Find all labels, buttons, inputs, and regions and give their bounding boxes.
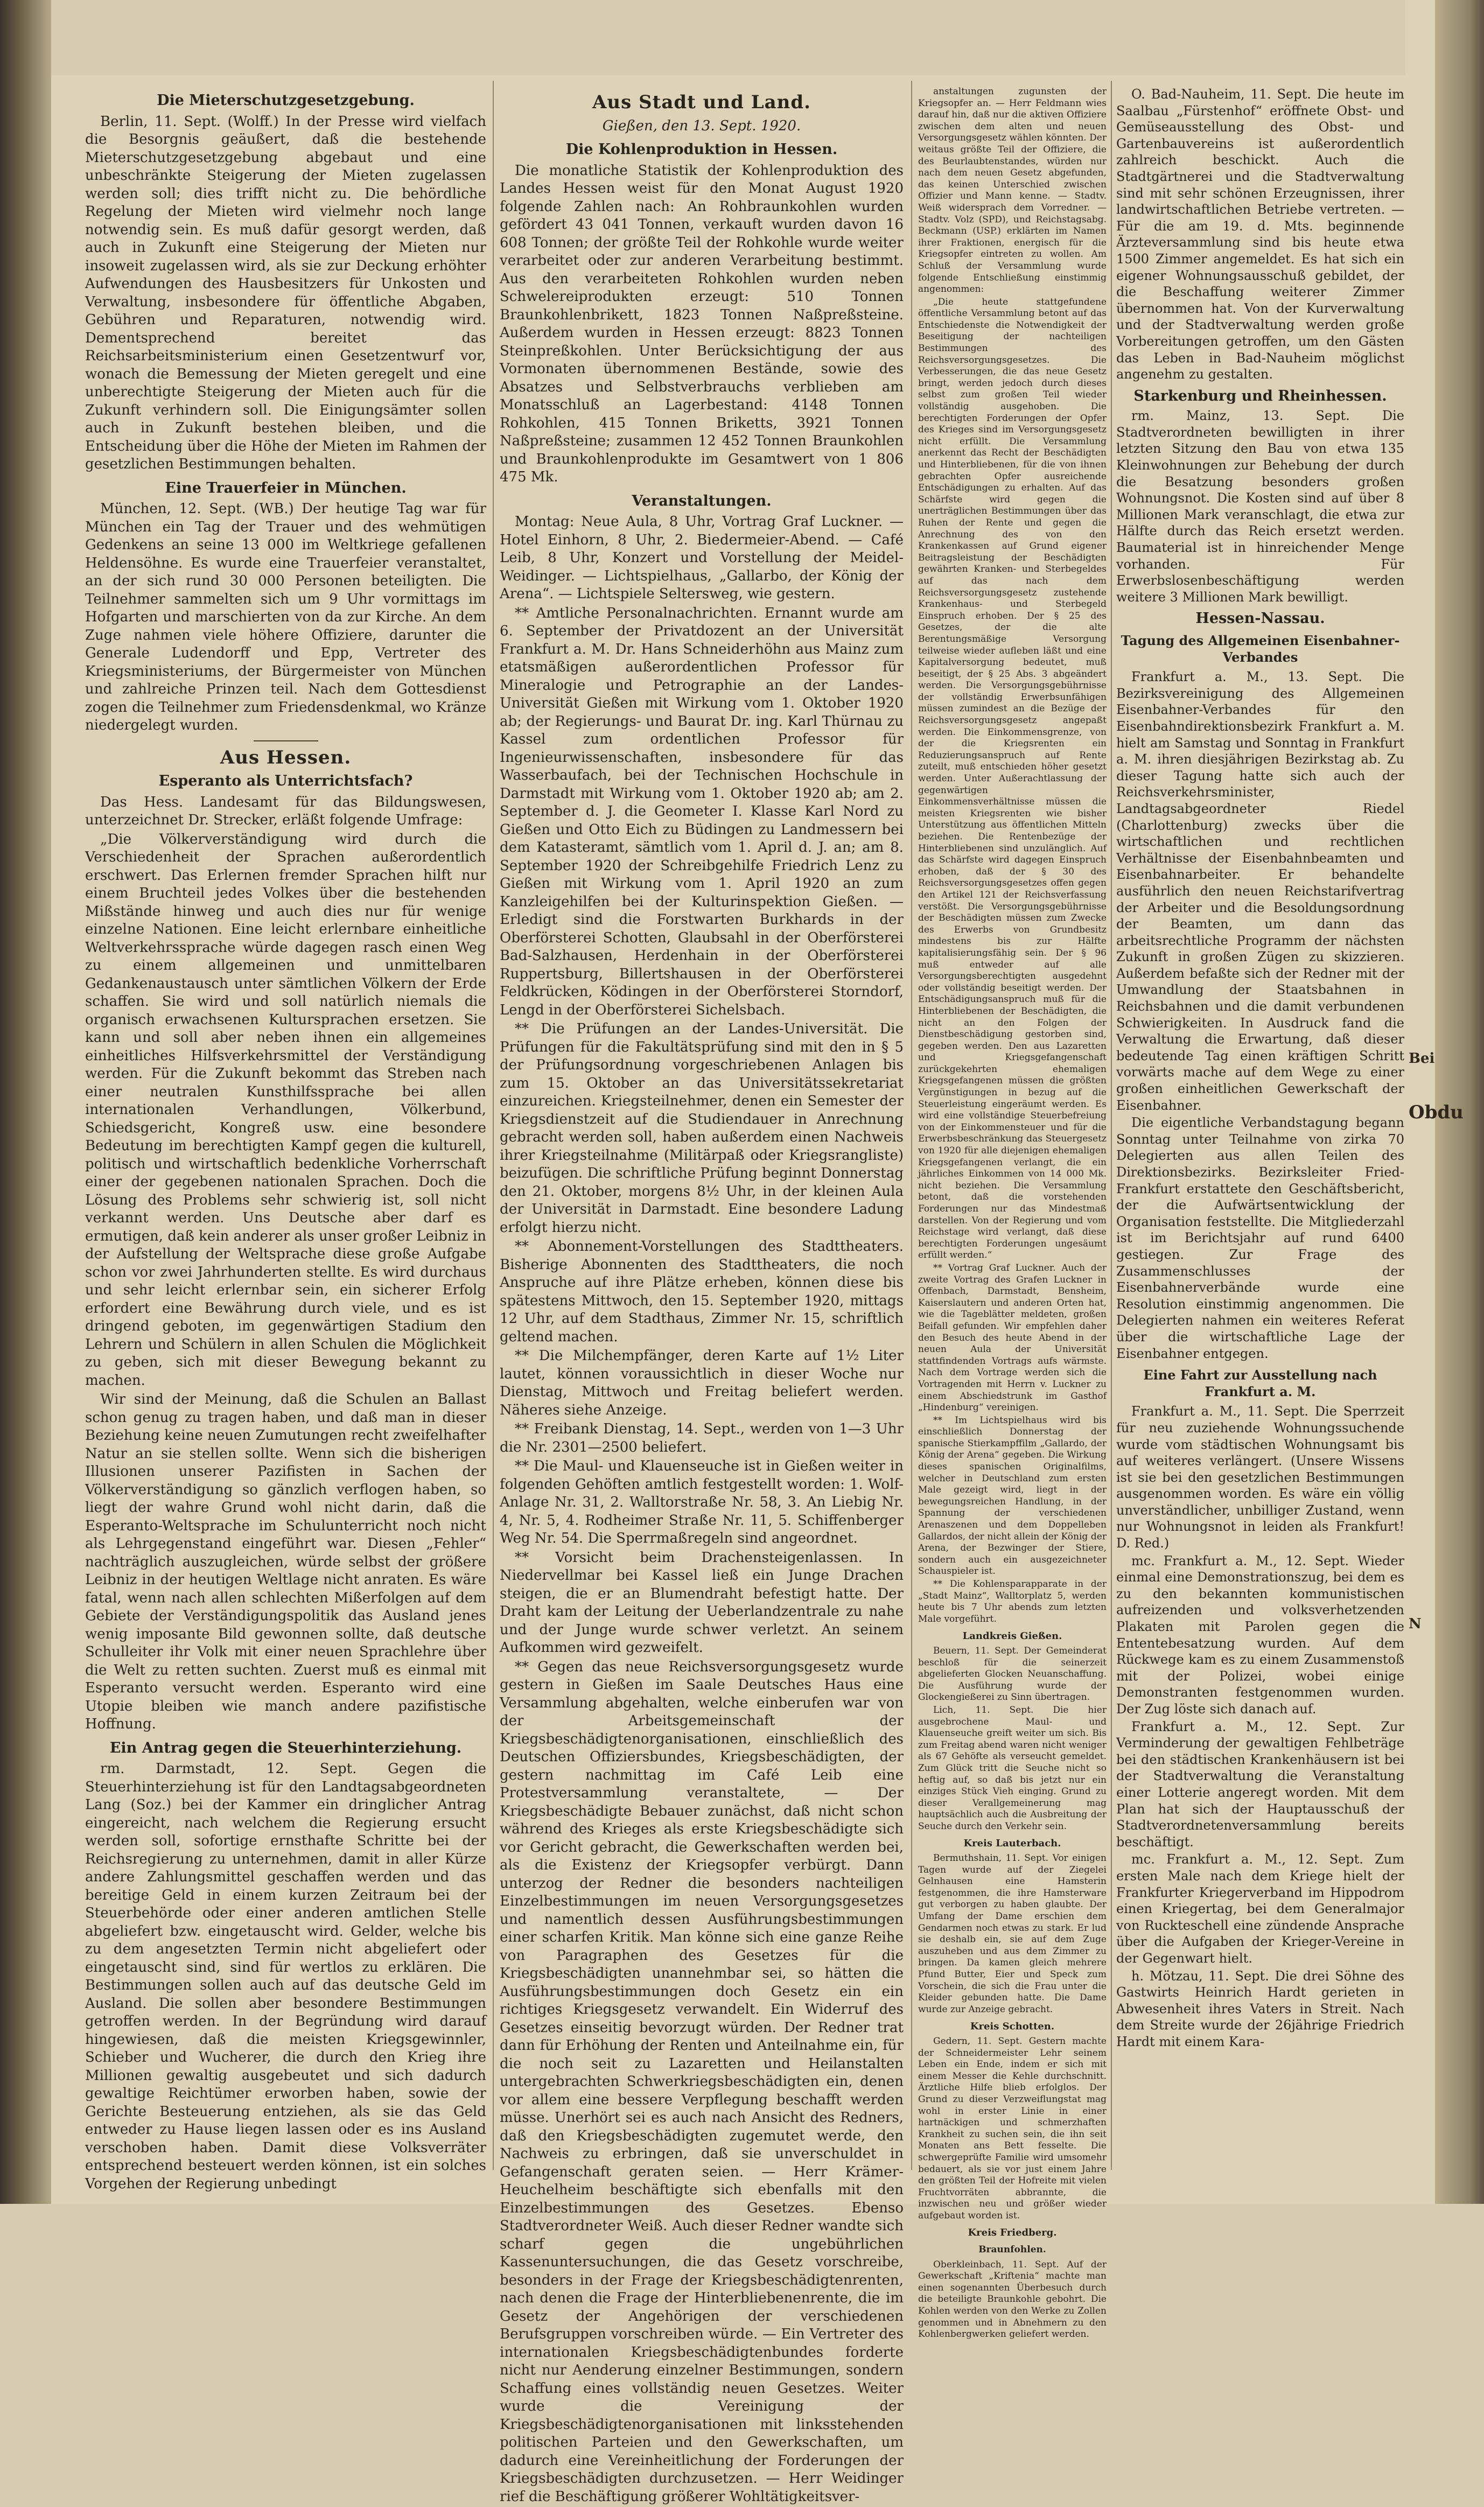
article-paragraph: rm. Mainz, 13. Sept. Die Stadtverordneten bewilligten in ihrer letzten Sitzung den Bau von etwa 135 Kleinwohnungen zur Behebung der durch die Besatzung besonders großen Wohnungsnot. Die Kosten sind auf über 8 Millionen Mark veranschlagt, die etwa zur Hälfte durch das Reich ersetzt werden. Baumaterial ist in hinreichender Menge vorhanden. Für Erwerbslosenbeschäftigung werden weitere 3 Millionen Mark bewilligt. xyxy=(1116,408,1404,605)
edge-fragment: Obdu xyxy=(1409,1102,1464,1123)
edge-fragment: Bei xyxy=(1409,1051,1435,1067)
left-binding-shadow xyxy=(0,0,51,2204)
article-paragraph: Frankfurt a. M., 11. Sept. Die Sperrzeit für neu zuziehende Wohnungssuchende wurde vom städtischen Wohnungsamt bis auf weiteres verlängert. (Unsere Wissens ist sie bei den gesetzlichen Bestimmungen ausgenommen worden. Es wäre ein völlig unverständlicher, unbilliger Zustand, wenn nur Wohnungsnot in leiden als Frankfurt! D. Red.) xyxy=(1116,1404,1404,1551)
article-paragraph: Montag: Neue Aula, 8 Uhr, Vortrag Graf Luckner. — Hotel Einhorn, 8 Uhr, 2. Biedermeier-Abend. — Café Leib, 8 Uhr, Konzert und Vorstellung der Meidel-Weidinger. — Lichtspielhaus, „Gallarbo, der König der Arena“. — Lichtspiele Seltersweg, wie gestern. xyxy=(500,514,904,602)
column-2 xyxy=(500,86,904,2507)
column-rule xyxy=(1111,81,1112,2170)
headline: Esperanto als Unterrichtsfach? xyxy=(158,773,413,789)
subheadline: Braunfohlen. xyxy=(978,2244,1046,2256)
article-paragraph: Wir sind der Meinung, daß die Schulen an Ballast schon genug zu tragen haben, und daß man in dieser Beziehung keine neuen Zumutungen recht zweifelhafter Natur an sie stellen sollte. Wenn sich die bisherigen Illusionen unserer Pazifisten in Sachen der Völkerverständigung so gänzlich verflogen haben, so liegt der wahre Grund wohl nicht darin, daß die Esperanto-Weltsprache im Schulunterricht noch nicht als Lehrgegenstand eingeführt war. Diesen „Fehler“ nachträglich auszugleichen, würde selbst der größere Leibniz in der heutigen Weltlage nicht anraten. Es wäre fatal, wenn nach allen schlechten Mißerfolgen auf dem Gebiete der Verständigungspolitik das Ausland jenes wenig imposante Bild gewonnen sollte, daß deutsche Schulleiter ihr Volk mit einer neuen Sprachlehre über die Welt zu retten suchten. Zuerst muß es einmal mit Esperanto versucht werden. Esperanto wird eine Utopie bleiben wie manch andere pazifistische Hoffnung. xyxy=(85,1391,486,1732)
article-paragraph: Berlin, 11. Sept. (Wolff.) In der Presse wird vielfach die Besorgnis geäußert, daß die bestehende Mieterschutzgesetzgebung abgebaut und eine unbeschränkte Steigerung der Mieten zugelassen werden soll; dies trifft nicht zu. Die behördliche Regelung der Mieten wird vielmehr noch lange notwendig sein. Es muß dafür gesorgt werden, daß auch in Zukunft eine Steigerung der Mieten nur insoweit zugelassen wird, als sie zur Deckung erhöhter Aufwendungen des Hausbesitzers für Unkosten und Verwaltung, insbesondere für öffentliche Abgaben, Gebühren und Reparaturen, notwendig wird. Dementsprechend bereitet das Reichsarbeitsministerium einen Gesetzentwurf vor, wonach die Bemessung der Mieten geregelt und eine unberechtigte Steigerung der Mieten auch für die Zukunft verhindern soll. Die Einigungsämter sollen auch in Zukunft bestehen bleiben, und die Entscheidung über die Höhe der Mieten im Rahmen der gesetzlichen Bestimmungen behalten. xyxy=(85,113,486,472)
article-paragraph: Das Hess. Landesamt für das Bildungswesen, unterzeichnet Dr. Strecker, erläßt folgende Umfrage: xyxy=(85,794,486,828)
headline: Die Kohlenproduktion in Hessen. xyxy=(565,141,838,158)
adjacent-page-edge xyxy=(1405,0,1464,2204)
column-rule xyxy=(493,81,494,2170)
subheadline: Tagung des Allgemeinen Eisenbahner-Verbandes xyxy=(1121,633,1400,665)
headline: Die Mieterschutzgesetzgebung. xyxy=(157,92,415,109)
article-paragraph: „Die Völkerverständigung wird durch die Verschiedenheit der Sprachen außerordentlich erschwert. Das Erlernen fremder Sprachen hilft nur einem Bruchteil jedes Volkes über die bestehenden Mißstände hinweg und auch dies nur für wenige einzelne Nationen. Eine leicht erlernbare einheitliche Weltverkehrssprache würde dagegen rasch einen Weg zu einem allgemeinen und unmittelbaren Gedankenaustausch unter sämtlichen Völkern der Erde schaffen. Sie wird und soll natürlich niemals die organisch erwachsenen Kultursprachen ersetzen. Sie kann und soll aber neben ihnen ein allgemeines einheitliches Hilfsverkehrsmittel der Verständigung werden. Für die Zukunft bekommt das Streben nach einer neutralen Kunsthilfssprache bei allen internationalen Verhandlungen, Völkerbund, Schiedsgericht, Kongreß usw. eine besondere Bedeutung im berechtigten Kampf gegen die kulturell, politisch und wirtschaftlich bedenkliche Vorherrschaft einer der gegebenen nationalen Sprachen. Doch die Lösung des Problems sehr schwierig ist, soll nicht verkannt werden. Uns Deutsche aber darf es ermutigen, daß kein anderer als unser großer Leibniz in der Aufstellung der Weltsprache diese große Aufgabe schon vor zwei Jahrhunderten stellte. Es wird durchaus und sehr leicht erlernbar sein, ein sicherer Erfolg erfordert eine Bewährung durch viele, und es ist dringend geboten, im gegenwärtigen Stadium den Lehrern und Schülern in allen Schulen die Möglichkeit zu geben, sich mit dieser Bewegung bekannt zu machen. xyxy=(85,831,486,1389)
article-paragraph: ** Die Kohlensparapparate in der „Stadt Mainz“, Walltorplatz 5, werden heute bis 7 Uhr abends zum letzten Male vorgeführt. xyxy=(918,1579,1107,1624)
dateline: Gießen, den 13. Sept. 1920. xyxy=(602,117,801,134)
article-paragraph: ** Amtliche Personalnachrichten. Ernannt wurde am 6. September der Privatdozent an der Universität Frankfurt a. M. Dr. Hans Schneiderhöhn aus Mainz zum etatsmäßigen außerordentlichen Professor für Mineralogie und Petrographie an der Landes-Universität Gießen mit Wirkung vom 1. Oktober 1920 ab; der Regierungs- und Baurat Dr. ing. Karl Thürnau zu Kassel zum ordentlichen Professor für Ingenieurwissenschaften, insbesondere für das Wasserbaufach, bei der Technischen Hochschule in Darmstadt mit Wirkung vom 1. Oktober 1920 ab; am 2. September d. J. die Geometer I. Klasse Karl Nord zu Gießen und Otto Eich zu Büdingen zu Landmessern bei dem Katasteramt, sämtlich vom 1. April d. J. an; am 8. September 1920 der Schreibgehilfe Friedrich Lenz zu Gießen mit Wirkung vom 1. April 1920 an zum Kanzleigehilfen bei der Kulturinspektion Gießen. — Erledigt sind die Forstwarten Burkhards in der Oberförsterei Schotten, Glaubsahl in der Oberförsterei Bad-Salzhausen, Herdenhain in der Oberförsterei Ruppertsburg, Billertshausen in der Oberförsterei Feldkrücken, Ködingen in der Oberförsterei Storndorf, Lengd in der Oberförsterei Sichelsbach. xyxy=(500,605,904,1018)
headline: Eine Trauerfeier in München. xyxy=(165,479,407,496)
article-paragraph: Bermuthshain, 11. Sept. Vor einigen Tagen wurde auf der Ziegelei Gelnhausen eine Hamsterin festgenommen, die ihre Hamsterware gut verborgen zu haben glaubte. Der Umfang der Dame erschien dem Gendarmen noch etwas zu stark. Er lud sie deshalb ein, sie auf dem Zuge auszuheben und aus dem Zimmer zu bringen. Da kamen gleich mehrere Pfund Butter, Eier und Speck zum Vorschein, die sich die Frau unter die Kleider gebunden hatte. Die Dame wurde zur Anzeige gebracht. xyxy=(918,1853,1107,2015)
headline: Hessen-Nassau. xyxy=(1195,610,1325,627)
section-title: Aus Stadt und Land. xyxy=(592,92,811,113)
headline: Kreis Friedberg. xyxy=(968,2227,1057,2239)
article-paragraph: Die eigentliche Verbandstagung begann Sonntag unter Teilnahme von zirka 70 Delegierten aus allen Teilen des Direktionsbezirks. Bezirksleiter Fried-Frankfurt erstattete den Geschäftsbericht, der die Aufwärtsentwicklung der Organisation feststellte. Die Mitgliederzahl ist im Berichtsjahr auf rund 6400 gestiegen. Zur Frage des Zusammenschlusses der Eisenbahnerverbände wurde eine Resolution einstimmig angenommen. Die Delegierten nahmen ein weiteres Referat über die wirtschaftliche Lage der Eisenbahner entgegen. xyxy=(1116,1115,1404,1361)
article-paragraph: ** Die Prüfungen an der Landes-Universität. Die Prüfungen für die Fakultätsprüfung sind mit den in § 5 der Prüfungsordnung vorgeschriebenen Anlagen bis zum 15. Oktober an das Universitätssekretariat einzureichen. Kriegsteilnehmer, denen ein Semester der Kriegsdienstzeit auf die Studiendauer in Anrechnung gebracht werden soll, haben außerdem einen Nachweis ihrer Kriegsteilnahme (Militärpaß oder Kriegsrangliste) beizufügen. Die schriftliche Prüfung beginnt Donnerstag den 21. Oktober, morgens 8½ Uhr, in der kleinen Aula der Universität in Darmstadt. Eine besondere Ladung erfolgt hierzu nicht. xyxy=(500,1021,904,1236)
column-3-text xyxy=(918,86,1107,2342)
article-paragraph: Gedern, 11. Sept. Gestern machte der Schneidermeister Lehr seinem Leben ein Ende, indem er sich mit einem Messer die Kehle durchschnitt. Ärztliche Hilfe blieb erfolglos. Der Grund zu dieser Verzweiflungstat mag wohl in erster Linie in einer hartnäckigen und schmerzhaften Krankheit zu suchen sein, die ihn seit Monaten ans Bett fesselte. Die schwergeprüfte Familie wird umsomehr bedauert, als sie vor just einem Jahre den größten Teil der Hofreite mit vielen Fruchtvorräten abbrannte, die inzwischen neu und größer wieder aufgebaut worden ist. xyxy=(918,2035,1107,2221)
column-rule xyxy=(911,81,912,2170)
article-paragraph: Frankfurt a. M., 12. Sept. Zur Verminderung der gewaltigen Fehlbeträge bei den städtischen Krankenhäusern ist bei der Stadtverwaltung die Veranstaltung einer Lotterie angeregt worden. Mit dem Plan hat sich der Hauptausschuß der Stadtverordnetenversammlung bereits beschäftigt. xyxy=(1116,1719,1404,1850)
article-paragraph: Beuern, 11. Sept. Der Gemeinderat beschloß für die seinerzeit abgelieferten Glocken Neuanschaffung. Die Ausführung wurde der Glockengießerei zu Sinn übertragen. xyxy=(918,1645,1107,1703)
article-paragraph: O. Bad-Nauheim, 11. Sept. Die heute im Saalbau „Fürstenhof“ eröffnete Obst- und Gemüseausstellung des Obst- und Gartenbauvereins ist außerordentlich zahlreich beschickt. Auch die Stadtgärtnerei und die Stadtverwaltung sind mit sehr schönen Erzeugnissen, ihrer landwirtschaftlichen Betriebe vertreten. — Für die am 19. d. Mts. beginnende Ärzteversammlung sind bis heute etwa 1500 Zimmer angemeldet. Es hat sich ein eigener Wohnungsausschuß gebildet, der die Beschaffung weiterer Zimmer übernommen hat. Von der Kurverwaltung und der Stadtverwaltung werden große Vorbereitungen getroffen, um den Gästen das Leben in Bad-Nauheim möglichst angenehm zu gestalten. xyxy=(1116,87,1404,382)
article-paragraph: ** Gegen das neue Reichsversorgungsgesetz wurde gestern in Gießen im Saale Deutsches Haus eine Versammlung abgehalten, welche einberufen war von der Arbeitsgemeinschaft der Kriegsbeschädigtenorganisationen, einschließlich des Deutschen Offiziersbundes, Kriegsbeschädigten, der gestern nachmittag im Café Leib eine Protestversammlung veranstaltete, — Der Kriegsbeschädigte Bebauer zunächst, daß nicht schon während des Krieges als erste Kriegsbeschädigte sich vor Gericht gebracht, die Gewerkschaften werden bei, als die Existenz der Kriegsopfer verbürgt. Dann unterzog der Redner die besonders nachteiligen Einzelbestimmungen im neuen Versorgungsgesetzes und namentlich dessen Ausführungsbestimmungen einer scharfen Kritik. Man könne sich eine ganze Reihe von Paragraphen des Gesetzes für die Kriegsbeschädigten unannehmbar sei, so hätten die Ausführungsbestimmungen doch Gesetz ein ein richtiges Kriegsgesetz verwandelt. Ein Widerruf des Gesetzes einseitig bevorzugt würden. Der Redner trat dann für Erhöhung der Renten und Anteilnahme ein, für die noch seit zu Lazaretten und Heilanstalten untergebrachten Schwerkriegsbeschädigten ein, denen vor allem eine bessere Verpflegung beschafft werden müsse. Unerhört sei es auch nach Ansicht des Redners, daß den Kriegsbeschädigten zugemutet werde, den Nachweis zu erbringen, daß sie unverschuldet in Gefangenschaft geraten seien. — Herr Krämer-Heuchelheim beschäftigte sich ebenfalls mit den Einzelbestimmungen des Gesetzes. Ebenso Stadtverordneter Weiß. Auch dieser Redner wandte sich scharf gegen die ungebührlichen Kassenuntersuchungen, die das Gesetz vorschreibe, besonders in der Frage der Kriegsbeschädigtenrenten, nach denen die Frage der Hinterbliebenenrente, die im Gesetz der Angehörigen der verschiedenen Berufsgruppen vorschreiben würde. — Ein Vertreter des internationalen Kriegsbeschädigtenbundes forderte nicht nur Aenderung einzelner Bestimmungen, sondern Schaffung eines vollständig neuen Gesetzes. Weiter wurde die Vereinigung der Kriegsbeschädigtenorganisationen mit linksstehenden politischen Parteien und den Gewerkschaften, um dadurch eine Vereinheitlichung der Forderungen der Kriegsbeschädigten durchzusetzen. — Herr Weidinger rief die Beschäftigung größerer Wohltätigkeitsver- xyxy=(500,1658,904,2505)
edge-fragment: N xyxy=(1409,1616,1422,1632)
article-paragraph: Die monatliche Statistik der Kohlenproduktion des Landes Hessen weist für den Monat August 1920 folgende Zahlen nach: An Rohbraunkohlen wurden gefördert 43 041 Tonnen, verkauft wurden davon 16 608 Tonnen; der größte Teil der Rohkohle wurde weiter verarbeitet oder zur anderen Verarbeitung bestimmt. Aus den verarbeiteten Rohkohlen wurden neben Schwelereiprodukten erzeugt: 510 Tonnen Braunkohlenbrikett, 1823 Tonnen Naßpreßsteine. Außerdem wurden in Hessen erzeugt: 8823 Tonnen Steinpreßkohlen. Unter Berücksichtigung der aus Vormonaten übernommenen Bestände, sowie des Absatzes und Selbstverbrauchs verblieben am Monatsschluß an Lagerbestand: 4148 Tonnen Rohkohlen, 415 Tonnen Briketts, 3921 Tonnen Naßpreßsteine; zusammen 12 452 Tonnen Braunkohlen und Braunkohlenprodukte im Gesamtwert von 1 806 475 Mk. xyxy=(500,162,904,485)
article-paragraph: ** Die Maul- und Klauenseuche ist in Gießen weiter in folgenden Gehöften amtlich festgestellt worden: 1. Wolf-Anlage Nr. 31, 2. Walltorstraße Nr. 58, 3. An Liebig Nr. 4, Nr. 5, 4. Rodheimer Straße Nr. 11, 5. Schiffenberger Weg Nr. 54. Die Sperrmaßregeln sind angeordnet. xyxy=(500,1458,904,1546)
headline: Ein Antrag gegen die Steuerhinterziehung. xyxy=(109,1739,462,1756)
article-paragraph: ** Abonnement-Vorstellungen des Stadttheaters. Bisherige Abonnenten des Stadttheaters, die noch Anspruche auf ihre Plätze erheben, können diese bis spätestens Mittwoch, den 15. September 1920, mittags 12 Uhr, auf dem Stadthaus, Zimmer Nr. 15, schriftlich geltend machen. xyxy=(500,1238,904,1345)
article-paragraph: h. Mötzau, 11. Sept. Die drei Söhne des Gastwirts Heinrich Hardt gerieten in Abwesenheit ihres Vaters in Streit. Nach dem Streite wurde der 26jährige Friedrich Hardt mit einem Kara- xyxy=(1116,1968,1404,2049)
section-title: Aus Hessen. xyxy=(220,746,352,768)
divider xyxy=(254,740,318,741)
article-paragraph: mc. Frankfurt a. M., 12. Sept. Wieder einmal eine Demonstrationszug, bei dem es zu den bekannten kommunistischen aufreizenden und volksverhetzenden Plakaten mit Parolen gegen die Ententebesatzung wurden. Auf dem Rückwege kam es zu einem Zusammenstoß mit der Polizei, wobei einige Demonstranten festgenommen wurden. Der Zug löste sich danach auf. xyxy=(1116,1553,1404,1717)
headline: Veranstaltungen. xyxy=(632,492,772,509)
headline: Kreis Schotten. xyxy=(970,2021,1055,2033)
article-paragraph: ** Die Milchempfänger, deren Karte auf 1½ Liter lautet, können voraussichtlich in dieser Woche nur Dienstag, Mittwoch und Freitag beliefert werden. Näheres siehe Anzeige. xyxy=(500,1348,904,1418)
article-paragraph: anstaltungen zugunsten der Kriegsopfer an. — Herr Feldmann wies darauf hin, daß nur die aktiven Offiziere zwischen dem alten und neuen Versorgungsgesetz wählen könnten. Der weitaus größte Teil der Offiziere, die des Beurlaubtenstandes, würden nur nach dem neuen Gesetz abgefunden, das keinen Unterschied zwischen Offizier und Mann kenne. — Stadtv. Weiß widersprach dem Vorredner. — Stadtv. Volz (SPD), und Reichstagsabg. Beckmann (USP.) erklärten im Namen ihrer Fraktionen, energisch für die Kriegsopfer eintreten zu wollen. Am Schluß der Versammlung wurde folgende Entschließung einstimmig angenommen: xyxy=(918,86,1107,295)
column-4 xyxy=(1116,86,1404,2051)
headline: Starkenburg und Rheinhessen. xyxy=(1133,387,1387,404)
article-paragraph: Lich, 11. Sept. Die hier ausgebrochene Maul- und Klauenseuche greift weiter um sich. Bis zum Freitag abend waren nicht weniger als 67 Gehöfte als verseucht gemeldet. Zum Glück tritt die Seuche nicht so heftig auf, so daß bis jetzt nur ein einziges Stück Vieh einging. Grund zu dieser Verallgemeinerung mag hauptsächlich auch die Ausbreitung der Seuche durch den Verkehr sein. xyxy=(918,1704,1107,1832)
headline: Landkreis Gießen. xyxy=(962,1630,1062,1642)
headline: Eine Fahrt zur Ausstellung nach Frankfurt a. M. xyxy=(1143,1367,1377,1399)
article-paragraph: mc. Frankfurt a. M., 12. Sept. Zum ersten Male nach dem Kriege hielt der Frankfurter Kriegerverband im Hippodrom einen Kriegertag, bei dem Generalmajor von Ruckteschell eine zündende Ansprache über die Aufgaben der Krieger-Vereine in der Gegenwart hielt. xyxy=(1116,1852,1404,1966)
headline: Kreis Lauterbach. xyxy=(963,1838,1061,1850)
article-paragraph: rm. Darmstadt, 12. Sept. Gegen die Steuerhinterziehung ist für den Landtagsabgeordneten Lang (Soz.) bei der Kammer ein dringlicher Antrag eingereicht, nach welchem die Regierung ersucht werden soll, sofortige ernsthafte Schritte bei der Reichsregierung zu unternehmen, damit in aller Kürze andere Zahlungsmittel geschaffen werden und das bereitige Geld in einem kurzen Zeitraum bei der Steuerbehörde oder einer anderen amtlichen Stelle abgeliefert bzw. eingetauscht wird. Gelder, welche bis zu dem angesetzten Termin nicht abgeliefert oder eingetauscht sind, sind für wertlos zu erklären. Die Bestimmungen sollen auch auf das deutsche Geld im Ausland. Die sollen aber besondere Bestimmungen getroffen werden. In der Begründung wird darauf hingewiesen, daß die meisten Kriegsgewinnler, Schieber und Wucherer, die durch den Krieg ihre Millionen gewaltig ausgebeutet und sich dadurch gewaltige Reichtümer erworben haben, sowie der Gerichte Besteuerung entziehen, als sie das Geld entweder zu Hause liegen lassen oder es ins Ausland verschoben haben. Damit diese Volksverräter entsprechend besteuert werden können, ist ein solches Vorgehen der Regierung unbedingt xyxy=(85,1761,486,2192)
article-paragraph: „Die heute stattgefundene öffentliche Versammlung betont auf das Entschiedenste die Notwendigkeit der Beseitigung der nachteiligen Bestimmungen des Reichsversorgungsgesetzes. Die Verbesserungen, die das neue Gesetz bringt, werden jedoch durch dieses selbst zum großen Teil wieder vollständig ausgehoben. Die berechtigten Forderungen der Opfer des Krieges sind im Versorgungsgesetz nicht erfüllt. Die Versammlung anerkennt das Recht der Beschädigten und Hinterbliebenen, für die von ihnen gebrachten Opfer ausreichende Entschädigungen zu erhalten. Auf das Schärfste wird gegen die unerträglichen Bestimmungen über das Ruhen der Rente und gegen die Anrechnung des von den Krankenkassen auf Grund eigener Beitragsleistung der Beschädigten gewährten Kranken- und Sterbegeldes auf das nach dem Reichsversorgungsgesetz zustehende Krankenhaus- und Sterbegeld Einspruch erhoben. Der § 25 des Gesetzes, der die alte Berentungsmäßige Versorgung teilweise wieder aufleben läßt und eine Kapitalversorgung bedeutet, muß beseitigt, der § 25 Abs. 3 abgeändert werden. Die Versorgungsgebührnisse der vollständig Erwerbsunfähigen müssen zumindest an die Bezüge der Reichsversorgungsgesetz angepaßt werden. Die Einkommensgrenze, von der die Kriegsrenten ein Reduzierungsanspruch auf Rente zuteilt, muß entschieden höher gesetzt werden. Unter Außerachtlassung der gegenwärtigen Einkommensverhältnisse müssen die meisten Kriegsrenten wie bisher Unterstützung aus öffentlichen Mitteln beziehen. Die Rentenbezüge der Hinterbliebenen sind unzulänglich. Auf das Schärfste wird dagegen Einspruch erhoben, daß der § 30 des Reichsversorgungsgesetzes offen gegen den Artikel 121 der Reichsverfassung verstößt. Die Versorgungsgebührnisse der Beschädigten müssen zum Zwecke des Erwerbs von Grundbesitz mindestens bis zur Hälfte kapitalisierungsfähig sein. Der § 96 muß entweder auf alle Versorgungsberechtigten ausgedehnt oder vollständig beseitigt werden. Der Entschädigungsanspruch muß für die Hinterbliebenen der Beschädigten, die nicht an den Folgen der Dienstbeschädigung gestorben sind, gegeben werden. Den aus Lazaretten und Kriegsgefangenschaft zurückgekehrten ehemaligen Kriegsgefangenen müssen die größten Vergünstigungen in bezug auf die Steuerleistung eingeräumt werden. Es wird eine vollständige Steuerbefreiung von der Einkommensteuer und für die Erwerbsbeschränkung das Steuergesetz von 1920 für alle diejenigen ehemaligen Kriegsgefangenen verlangt, die ein jährliches Einkommen von 14 000 Mk. nicht beziehen. Die Versammlung betont, daß die vorstehenden Forderungen nur das Mindestmaß darstellen. Von der Regierung und vom Reichstage wird verlangt, daß diese berechtigten Forderungen ungesäumt erfüllt werden.“ xyxy=(918,296,1107,1261)
article-paragraph: Frankfurt a. M., 13. Sept. Die Bezirksvereinigung des Allgemeinen Eisenbahner-Verbandes für den Eisenbahndirektionsbezirk Frankfurt a. M. hielt am Samstag und Sonntag in Frankfurt a. M. ihren diesjährigen Bezirkstag ab. Zu dieser Tagung hatte sich auch der Reichsverkehrsminister, Landtagsabgeordneter Riedel (Charlottenburg) zwecks über die wirtschaftlichen und rechtlichen Verhältnisse der Eisenbahnbeamten und Eisenbahnarbeiter. Er behandelte ausführlich den neuen Reichstarifvertrag der Arbeiter und die Besoldungsordnung der Beamten, um dann das arbeitsrechtliche Programm der nächsten Zukunft in großen Zügen zu skizzieren. Außerdem befaßte sich der Redner mit der Umwandlung der Staatsbahnen in Reichsbahnen und die damit verbundenen Schwierigkeiten. In Ausdruck fand die Verwaltung die Erwartung, daß dieser bedeutende Tag einen kräftigen Schritt vorwärts mache auf dem Wege zu einer großen einheitlichen Gewerkschaft der Eisenbahner. xyxy=(1116,669,1404,1113)
article-paragraph: ** Im Lichtspielhaus wird bis einschließlich Donnerstag der spanische Stierkampffilm „Gallardo, der König der Arena“ gegeben. Die Wirkung dieses spanischen Originalfilms, welcher in Deutschland zum ersten Male gezeigt wird, liegt in der bewegungsreichen Handlung, in der Spannung der verschiedenen Arenaszenen und dem Doppelleben Gallardos, der nicht allein der König der Arena, der Bezwinger der Stiere, sondern auch ein ausgezeichneter Schauspieler ist. xyxy=(918,1414,1107,1577)
article-paragraph: Oberkleinbach, 11. Sept. Auf der Gewerkschaft „Kriftenia“ machte man einen sogenannten Überbesuch durch die beteiligte Braunkohle gebohrt. Die Kohlen werden von den Werke zu Zollen genommen und in Abnehmern zu den Kohlenbergwerken geliefert werden. xyxy=(918,2259,1107,2340)
article-paragraph: ** Vortrag Graf Luckner. Auch der zweite Vortrag des Grafen Luckner in Offenbach, Darmstadt, Bensheim, Kaiserslautern und anderen Orten hat, wie die Tageblätter meldeten, großen Beifall gefunden. Wir empfehlen daher den Besuch des heute Abend in der neuen Aula der Universität stattfindenden Vortrags aufs wärmste. Nach dem Vortrage werden sich die Vortragenden mit Herrn v. Luckner zu einem Abschiedstrunk im Gasthof „Hindenburg“ vereinigen. xyxy=(918,1262,1107,1413)
article-paragraph: ** Freibank Dienstag, 14. Sept., werden von 1—3 Uhr die Nr. 2301—2500 beliefert. xyxy=(500,1421,904,1455)
column-1 xyxy=(85,86,486,2194)
article-paragraph: ** Vorsicht beim Drachensteigenlassen. In Niedervellmar bei Kassel ließ ein Junge Drachen steigen, die er an Blumendraht befestigt hatte. Der Draht kam der Leitung der Ueberlandzentrale zu nahe und der Junge wurde schwer verletzt. An seinem Aufkommen wird gezweifelt. xyxy=(500,1549,904,1656)
article-paragraph: München, 12. Sept. (WB.) Der heutige Tag war für München ein Tag der Trauer und des wehmütigen Gedenkens an seine 13 000 im Weltkriege gefallenen Heldensöhne. Es wurde eine Trauerfeier veranstaltet, an der sich rund 30 000 Personen beteiligten. Die Teilnehmer sammelten sich um 9 Uhr vormittags im Hofgarten und marschierten von da zur Kirche. An dem Zuge nahmen viele höhere Offiziere, darunter die Generale Ludendorff und Epp, Vertreter des Kriegsministeriums, der Bürgermeister von München und zahlreiche Prinzen teil. Nach dem Gottesdienst zogen die Teilnehmer zum Friedensdenkmal, wo Kränze niedergelegt wurden. xyxy=(85,501,486,733)
